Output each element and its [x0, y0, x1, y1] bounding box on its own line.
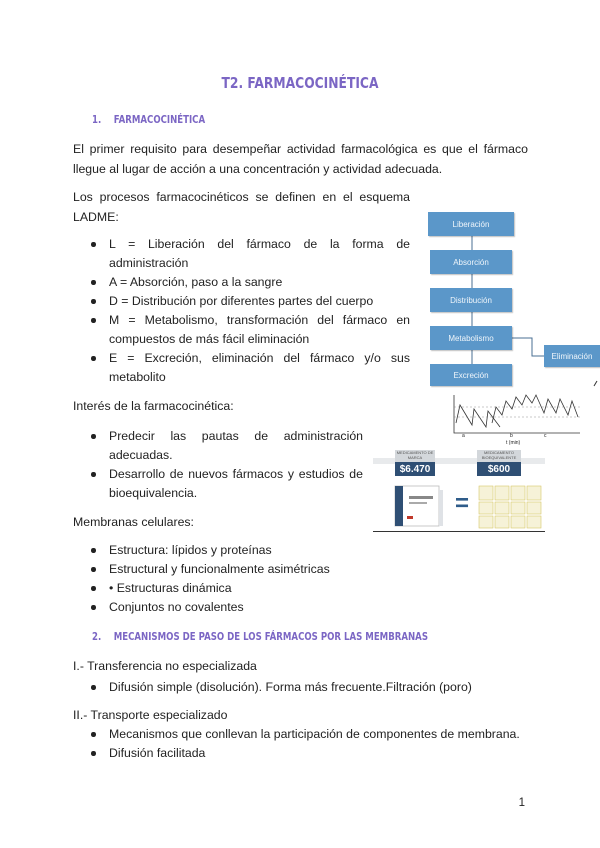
membrane-list — [73, 541, 410, 617]
section-title: FARMACOCINÉTICA — [113, 113, 206, 126]
part1-list — [73, 678, 533, 697]
interest-label: Interés de la farmacocinética: — [73, 399, 234, 413]
section-heading-1 — [92, 113, 205, 126]
diagram-step-excrecion: Excreción — [430, 364, 512, 386]
part1-label: I.- Transferencia no especializada — [73, 659, 257, 673]
ladme-list — [73, 235, 410, 387]
brand-price-header: MEDICAMENTO DE MARCA — [396, 450, 434, 460]
graph-tick-label: a — [462, 433, 465, 439]
graph-tick-label: c — [544, 433, 547, 439]
page-title: T2. FARMACOCINÉTICA — [221, 74, 379, 92]
graph-tick-label: b — [510, 433, 513, 439]
graph-x-label: t (min) — [506, 440, 521, 446]
list-item: L = Liberación del fármaco de la forma de administración — [73, 235, 410, 273]
section-number: 2. — [92, 630, 102, 643]
graph-drawing — [448, 393, 583, 447]
intro-paragraph: El primer requisito para desempeñar actividad farmacológica es que el fármaco llegue al lugar de acción a una concentración y actividad adecuada. — [73, 142, 528, 176]
part2-label: II.- Transporte especializado — [73, 708, 228, 722]
brand-medicine-box — [393, 482, 445, 530]
list-item: M = Metabolismo, transformación del fármaco en compuestos de más fácil eliminación — [73, 311, 410, 349]
generic-medicine-boxes — [477, 482, 543, 530]
page-number: 1 — [518, 797, 525, 809]
image-baseline — [373, 531, 545, 532]
part2-list — [73, 725, 533, 763]
list-item: Difusión simple (disolución). Forma más frecuente.Filtración (poro) — [73, 678, 533, 697]
list-item: E = Excreción, eliminación del fármaco y/o sus metabolito — [73, 349, 410, 387]
list-item: Estructural y funcionalmente asimétricas — [73, 560, 410, 579]
list-item: Mecanismos que conllevan la participación de componentes de membrana. — [73, 725, 533, 744]
section-number: 1. — [92, 113, 102, 126]
generic-price-header: MEDICAMENTO BIOEQUIVALENTE — [477, 450, 521, 462]
membranes-label: Membranas celulares: — [73, 515, 194, 529]
bioequivalence-image — [373, 448, 545, 532]
list-item: • Estructuras dinámica — [73, 579, 410, 598]
list-item: Predecir las pautas de administración adecuadas. — [73, 427, 363, 465]
list-item: Estructura: lípidos y proteínas — [73, 541, 410, 560]
list-item: Difusión facilitada — [73, 744, 533, 763]
generic-price: $600 — [477, 462, 521, 476]
ladme-intro: Los procesos farmacocinéticos se definen en el esquema LADME: — [73, 190, 410, 224]
brand-price: $6.470 — [395, 462, 435, 476]
equals-sign: = — [455, 490, 470, 517]
list-item: Desarrollo de nuevos fármacos y estudios de bioequivalencia. — [73, 465, 363, 503]
diagram-step-absorcion: Absorción — [430, 250, 512, 274]
diagram-step-metabolismo: Metabolismo — [430, 326, 512, 350]
diagram-step-distribucion: Distribución — [430, 288, 512, 312]
list-item: A = Absorción, paso a la sangre — [73, 273, 410, 292]
ladme-diagram — [420, 208, 600, 388]
section-heading-2 — [92, 630, 428, 643]
diagram-step-liberacion: Liberación — [428, 212, 514, 236]
interest-list — [73, 427, 363, 503]
concentration-graph — [448, 393, 583, 447]
list-item: D = Distribución por diferentes partes del cuerpo — [73, 292, 410, 311]
list-item: Conjuntos no covalentes — [73, 598, 410, 617]
diagram-step-eliminacion: Eliminación — [544, 345, 600, 367]
section-title: MECANISMOS DE PASO DE LOS FÁRMACOS POR LAS MEMBRANAS — [113, 630, 429, 643]
